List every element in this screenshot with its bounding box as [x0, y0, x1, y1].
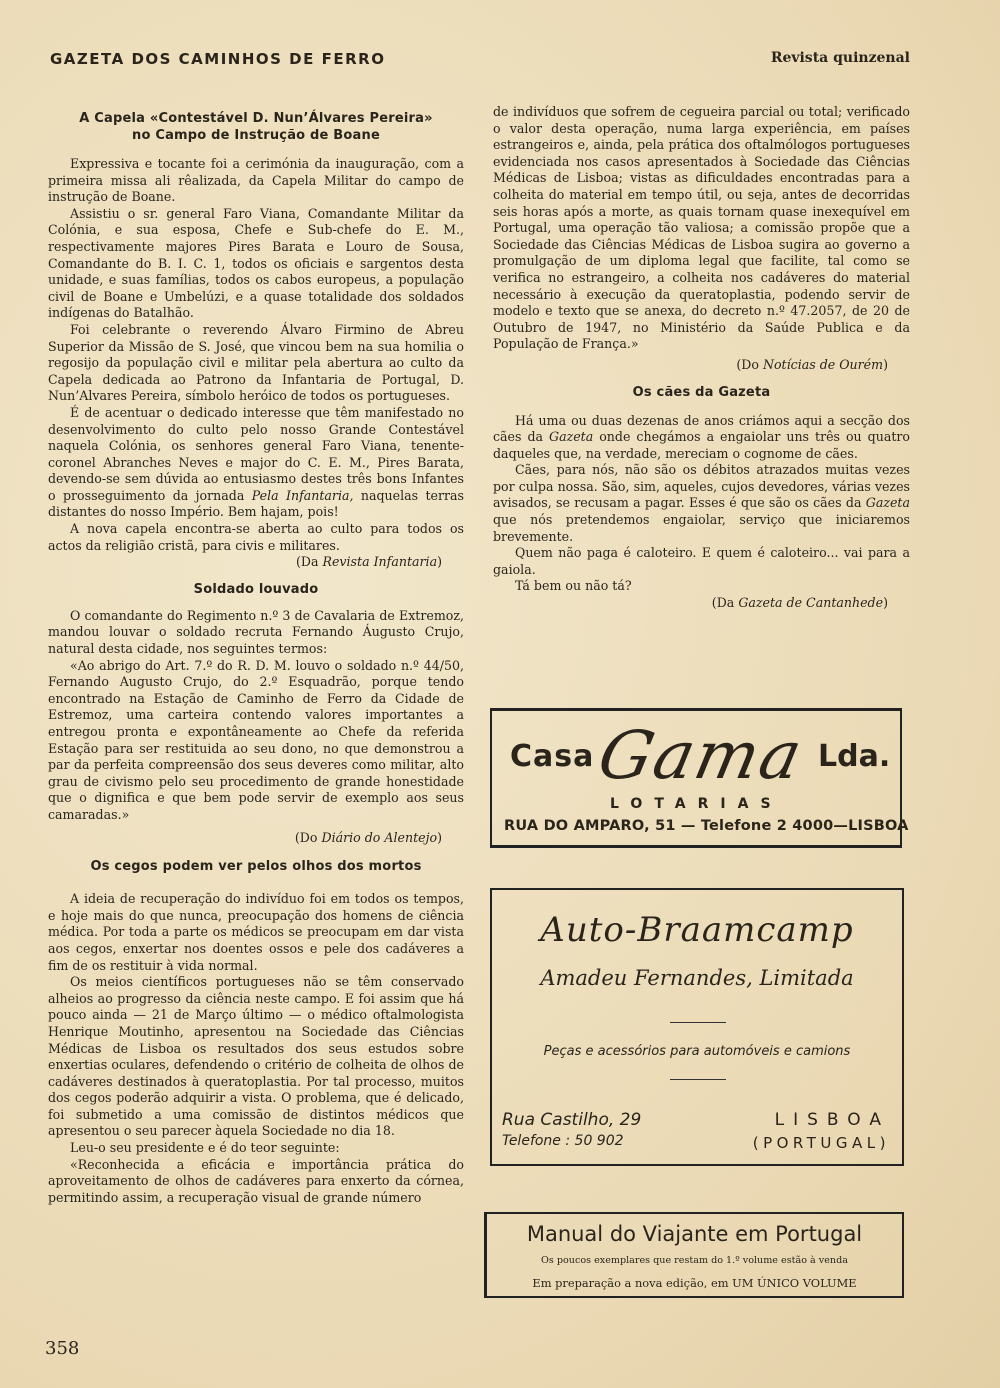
source-name: Gazeta de Cantanhede: [738, 595, 884, 611]
ad-manual-viajante: [484, 1212, 904, 1298]
ad-auto-braamcamp: [490, 888, 904, 1166]
journal-subtitle: Revista quinzenal: [770, 50, 910, 66]
journal-title: GAZETA DOS CAMINHOS DE FERRO: [50, 50, 386, 68]
ad-street: Rua Castilho, 29: [502, 1110, 642, 1130]
text-run-italic: Pela Infantaria,: [251, 487, 354, 503]
paragraph: [48, 405, 464, 521]
text-run-italic: Gazeta: [865, 495, 910, 511]
paragraph: Leu-o seu presidente e é do teor seguinte:: [70, 1140, 340, 1156]
paragraph: [493, 413, 910, 463]
ad-country: (PORTUGAL): [752, 1134, 890, 1152]
divider: [670, 1022, 726, 1023]
ad-phone: Telefone : 50 902: [502, 1133, 624, 1149]
source-name: Revista Infantaria: [322, 554, 438, 570]
ad-gama-logo: Gama: [591, 717, 811, 794]
ad-lotarias-label: LOTARIAS: [610, 796, 783, 812]
paragraph: A nova capela encontra-se aberta ao culto para todos os actos da religião cristã, para civis e militares.: [48, 521, 464, 553]
article-caes: [493, 384, 910, 612]
text-run: (Do: [736, 356, 763, 372]
paragraph: Os meios científicos portugueses não se têm conservado alheios ao progresso da ciência neste campo. E foi assim que há pouco ainda — 21 de Março último — o médico oftalmologista Henrique Moutinho, apresentou na Sociedade das Ciências Médicas de Lisboa os resultados dos seus estudos sobre enxertias oculares, defendendo o critério de colheita de olhos de cadáveres destinados à queratoplastia. Por tal processo, muitos dos cegos poderão adquirir a vista. O problema, que é delicado, foi submetido a uma comissão de distintos médicos que apresentou o seu parecer àquela Sociedade no dia 18.: [48, 974, 464, 1139]
source-attribution: [493, 357, 910, 374]
ad-company-name: Auto-Braamcamp: [540, 910, 854, 950]
source-attribution: [493, 595, 910, 612]
ad-lda-label: Lda.: [818, 739, 891, 774]
text-run: onde chegámos a engaiolar uns três ou quatro daqueles que, na verdade, mereciam o cognome de cães.: [493, 429, 910, 461]
text-run: (Da: [711, 595, 739, 611]
title-line: A Capela «Contestável D. Nun’Álvares Pereira»: [79, 111, 433, 126]
ad-title: Manual do Viajante em Portugal: [526, 1222, 863, 1246]
article-soldado: [48, 581, 464, 846]
paragraph: «Reconhecida a eficácia e importância prática do aproveitamento de olhos de cadáveres para enxerto da córnea, permitindo assim, a recuperação visual de grande número: [48, 1156, 464, 1205]
text-run-italic: Gazeta: [549, 429, 594, 445]
paragraph: [493, 462, 910, 545]
ad-casa-gama: [490, 708, 909, 848]
paragraph: A ideia de recuperação do indivíduo foi em todos os tempos, e hoje mais do que nunca, preocupação dos homens de ciência médica. Por toda a parte os médicos se preocupam em dar vista aos cegos, enxertar nos doentes ossos e pele dos cadáveres a fim de os restituir à vida normal.: [48, 891, 464, 973]
source-name: Diário do Alentejo: [321, 829, 438, 845]
paragraph: Foi celebrante o reverendo Álvaro Firmino de Abreu Superior da Missão de S. José, que vincou bem na sua homilia o regosijo da população civil e militar pela abertura ao culto da Capela dedicada ao Patrono da Infantaria de Portugal, D. Nun’Alvares Pereira, símbolo heróico de todos os portugueses.: [48, 321, 464, 404]
source-attribution: [48, 554, 464, 571]
text-run: que nós pretendemos engaiolar, serviço que iniciaremos brevemente.: [493, 512, 910, 544]
text-run: ): [437, 554, 442, 570]
ad-line: Em preparação a nova edição, em UM ÚNICO VOLUME: [532, 1276, 857, 1290]
source-name: Notícias de Ourém: [762, 356, 884, 372]
ad-owner-name: Amadeu Fernandes, Limitada: [540, 966, 854, 990]
article-cegos: [48, 858, 464, 1206]
text-run: Cães, para nós, não são os débitos atrazados muitas vezes por culpa nossa. São, sim, aqueles, cujos devedores, várias vezes avisados, se recusam a pagar. Esses é que são os cães da: [493, 462, 910, 511]
text-run: ): [883, 356, 888, 372]
article-title: Soldado louvado: [193, 581, 319, 597]
paragraph: O comandante do Regimento n.º 3 de Cavalaria de Extremoz, mandou louvar o soldado recruta Fernando Áugusto Crujo, natural desta cidade, nos seguintes termos:: [48, 607, 464, 657]
paragraph: Expressiva e tocante foi a cerimónia da inauguração, com a primeira missa ali rêalizada, da Capela Militar do campo de instrução de Boane.: [48, 156, 464, 205]
left-column: [48, 108, 464, 1206]
text-run: Há uma ou duas dezenas de anos criámos aqui a secção dos cães da: [493, 412, 910, 445]
ad-address: RUA DO AMPARO, 51 — Telefone 2 4000—LISBOA: [504, 818, 909, 834]
text-run: (Da: [295, 554, 323, 570]
source-attribution: [48, 830, 464, 847]
text-run: (Do: [294, 829, 322, 845]
text-run: É de acentuar o dedicado interesse que têm manifestado no desenvolvimento do culto pelo nosso Grande Contestável naquela Colónia, os senhores general Faro Viana, tenente-coronel Abranches Neves e major do C. E. M., Pires Barata, devendo-se sem dúvida ao entusiasmo destes três bons Infantes o prosseguimento da jornada: [48, 404, 464, 503]
paragraph: Tá bem ou não tá?: [515, 578, 632, 594]
text-run: ): [437, 829, 442, 845]
divider: [670, 1079, 726, 1080]
paragraph: Assistiu o sr. general Faro Viana, Comandante Militar da Colónia, e sua esposa, Chefe e Sub-chefe do E. M., respectivamente majores Pires Barata e Louro de Sousa, Comandante do B. I. C. 1, todos os oficiais e sargentos desta unidade, e suas famílias, todos os cabos europeus, a população civil de Boane e Umbelúzi, e a quase totalidade dos soldados indígenas do Batalhão.: [48, 205, 464, 321]
article-capela: [48, 110, 464, 571]
text-run: ): [883, 595, 888, 611]
article-title: [48, 110, 464, 144]
text-run: naquelas terras distantes do nosso Império. Bem hajam, pois!: [48, 487, 464, 520]
article-title: Os cães da Gazeta: [632, 384, 771, 400]
right-column: [493, 104, 910, 612]
ad-line: Os poucos exemplares que restam do 1.º volume estão à venda: [541, 1255, 848, 1266]
ad-city: LISBOA: [774, 1110, 890, 1130]
title-line: no Campo de Instrução de Boane: [132, 128, 380, 143]
paragraph: de indivíduos que sofrem de cegueira parcial ou total; verificado o valor desta operação, numa larga experiência, em países estrangeiros e, ainda, pela prática dos oftalmólogos portugueses evidenciada nos casos apresentados à Sociedade das Ciências Médicas de Lisboa; vistas as dificuldades encontradas para a colheita do material em tempo útil, ou seja, antes de decorridas seis horas após a morte, as quais tornam quase inexequível em Portugal, uma operação tão valiosa; a comissão propõe que a Sociedade das Ciências Médicas de Lisboa sugira ao governo a promulgação de um diploma legal que facilite, tal como se verifica no estrangeiro, a colheita nos cadáveres do material necessário à execução da queratoplastia, podendo servir de modelo e texto que se anexa, do decreto n.º 47.2057, de 20 de Outubro de 1947, no Ministério da Saúde Publica e da População de França.»: [493, 104, 910, 352]
article-cegos-continued: [493, 104, 910, 374]
ad-tagline: Peças e acessórios para automóveis e camions: [543, 1044, 851, 1059]
page-number: 358: [45, 1338, 80, 1359]
ad-casa-label: Casa: [510, 739, 595, 774]
article-title: Os cegos podem ver pelos olhos dos mortos: [90, 859, 422, 875]
paragraph: «Ao abrigo do Art. 7.º do R. D. M. louvo o soldado n.º 44/50, Fernando Augusto Crujo, do 2.º Esquadrão, porque tendo encontrado na Estação de Caminho de Ferro da Cidade de Estremoz, uma carteira contendo valores importantes a entregou pronta e expontâneamente ao Chefe da referida Estação para ser restituida ao seu dono, no que demonstrou a par da perfeita compreensão dos seus deveres como militar, alto grau de civismo pelo seu procedimento de grande honestidade que o dignifica e que bem pode servir de exemplo aos seus camaradas.»: [48, 657, 464, 822]
paragraph: Quem não paga é caloteiro. E quem é caloteiro... vai para a gaiola.: [493, 545, 910, 577]
